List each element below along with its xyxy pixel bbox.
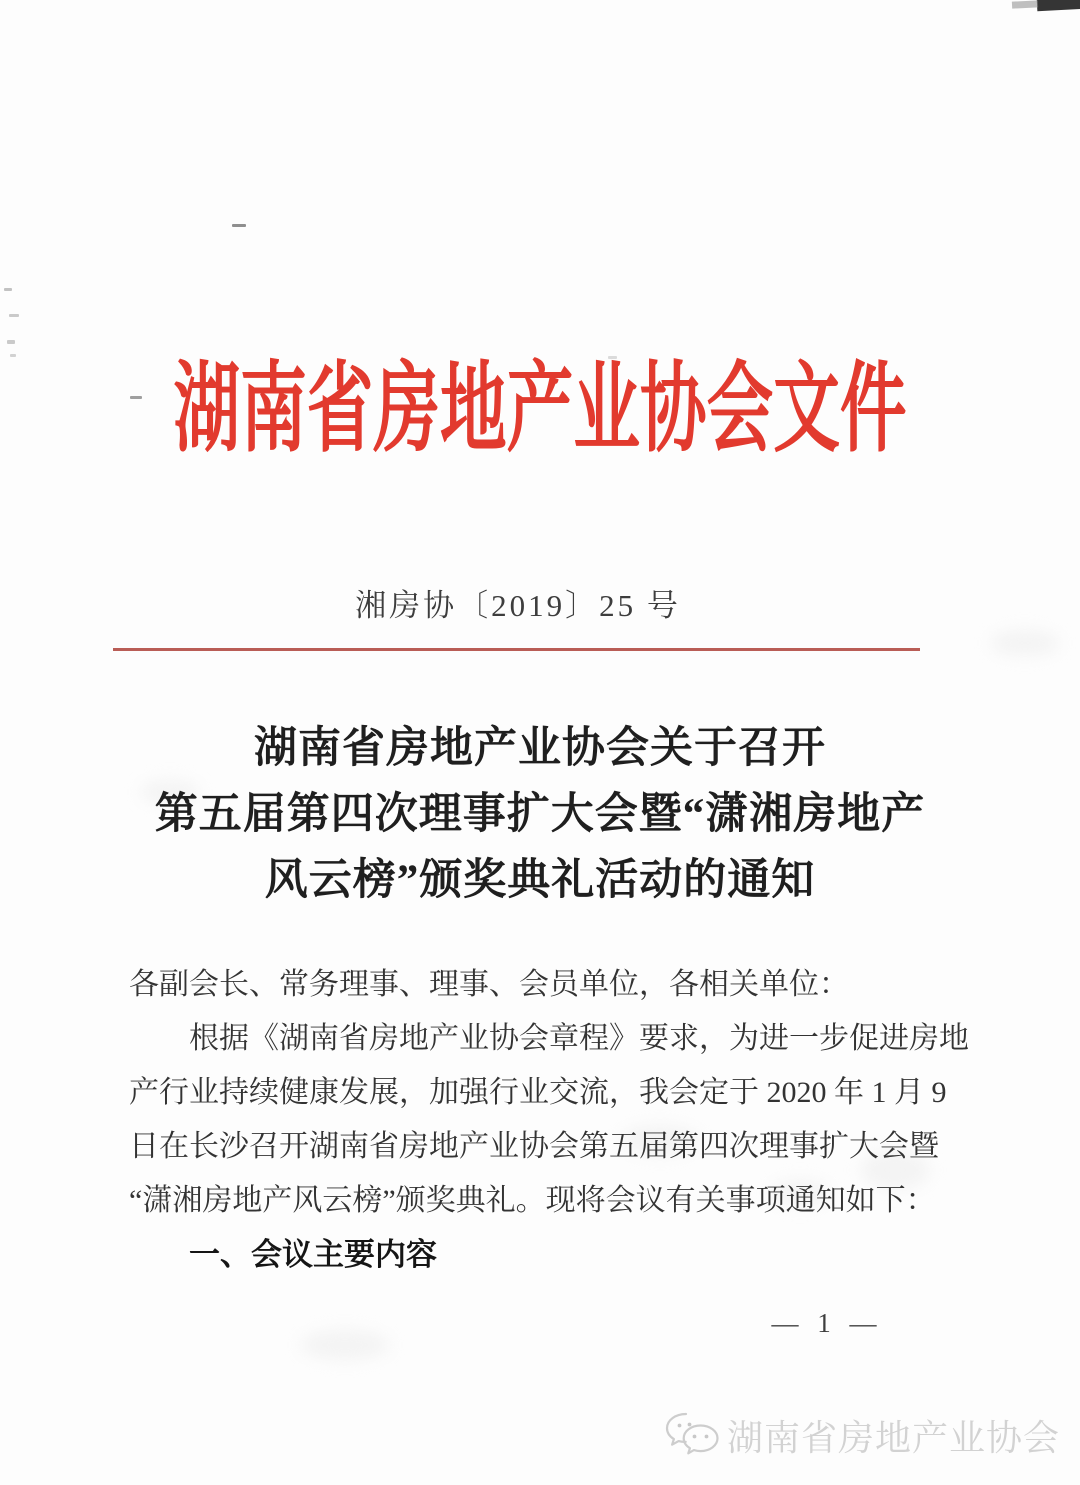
- body-paragraph-line: 根据《湖南省房地产业协会章程》要求，为进一步促进房地: [189, 1022, 969, 1055]
- body-paragraph-line: 日在长沙召开湖南省房地产业协会第五届第四次理事扩大会暨: [129, 1130, 939, 1163]
- body-paragraph-line: 产行业持续健康发展，加强行业交流，我会定于 2020 年 1 月 9: [129, 1076, 947, 1109]
- masthead-title: 湖南省房地产业协会文件: [173, 356, 907, 464]
- red-divider-rule: [113, 648, 920, 651]
- document-number: 湘房协〔2019〕25 号: [355, 588, 681, 623]
- scan-artifact-speck: [10, 354, 16, 357]
- notice-title-line: 第五届第四次理事扩大会暨“潇湘房地产: [154, 791, 926, 838]
- wechat-watermark: [663, 1410, 1060, 1461]
- scan-artifact-smudge: [300, 1330, 390, 1360]
- salutation-line: 各副会长、常务理事、理事、会员单位，各相关单位：: [129, 968, 849, 1001]
- scan-artifact-speck: [130, 396, 142, 399]
- wechat-logo-icon: [663, 1411, 721, 1461]
- scan-artifact-speck: [4, 288, 12, 291]
- scan-artifact-corner-bar: [1037, 0, 1080, 11]
- notice-title: [0, 716, 1080, 914]
- section-heading: 一、会议主要内容: [189, 1237, 437, 1272]
- scan-artifact-smudge: [990, 630, 1060, 656]
- notice-title-line: 湖南省房地产业协会关于召开: [254, 725, 826, 772]
- notice-title-line: 风云榜”颁奖典礼活动的通知: [264, 857, 816, 904]
- scan-artifact-speck: [232, 224, 246, 227]
- page-number: — 1 —: [771, 1308, 883, 1338]
- body-paragraph-line: “潇湘房地产风云榜”颁奖典礼。现将会议有关事项通知如下：: [129, 1184, 936, 1217]
- scan-artifact-corner-smudge: [1012, 0, 1038, 8]
- watermark-text: 湖南省房地产业协会: [726, 1417, 1060, 1458]
- scan-artifact-speck: [9, 314, 19, 317]
- scan-artifact-speck: [7, 340, 15, 344]
- document-body: [129, 958, 969, 1282]
